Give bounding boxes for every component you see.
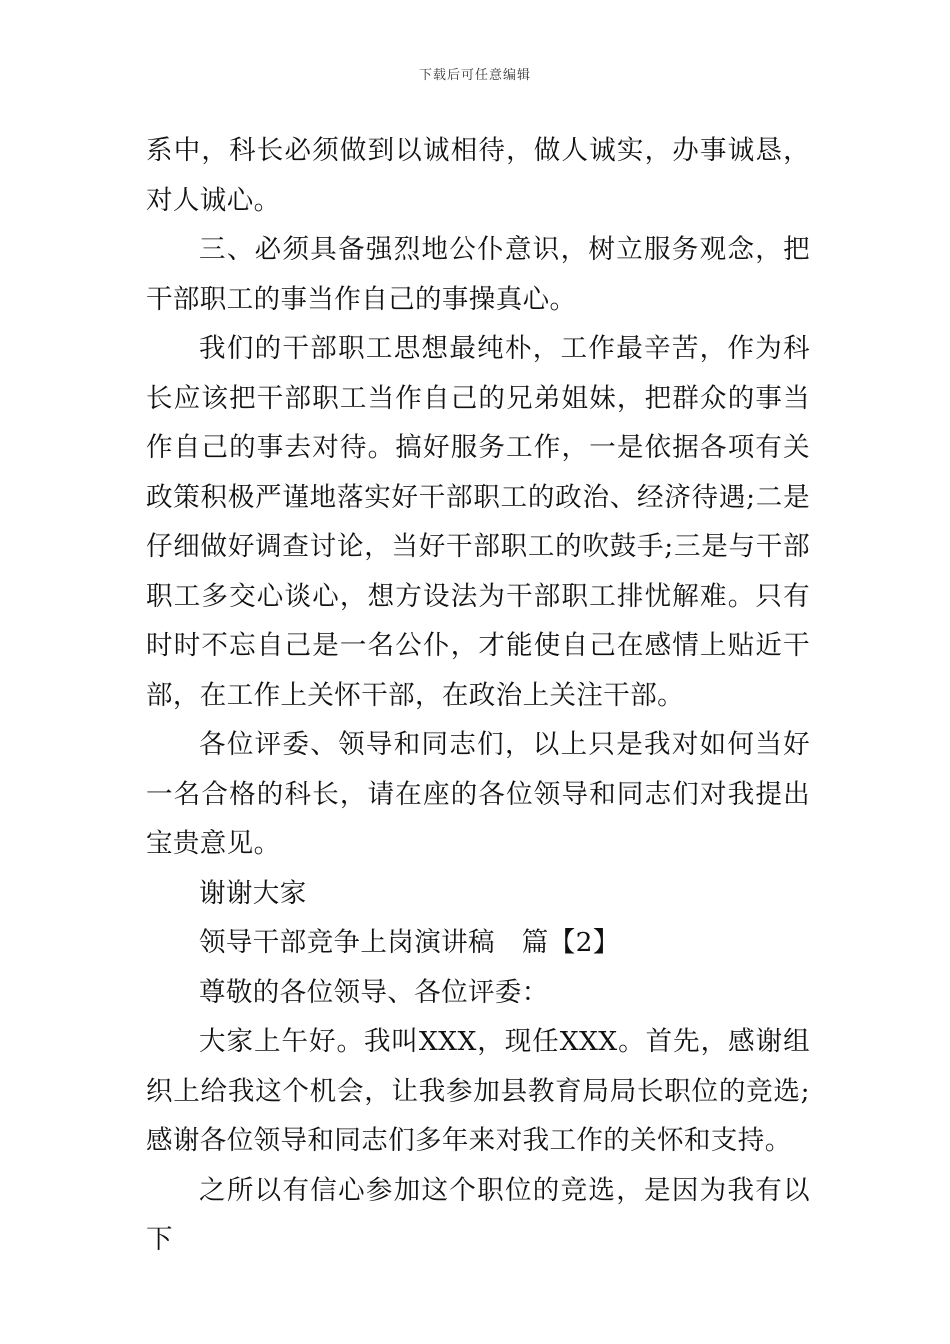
paragraph-8: 大家上午好。我叫XXX，现任XXX。首先，感谢组织上给我这个机会，让我参加县教育局局长职位的竞选;感谢各位领导和同志们多年来对我工作的关怀和支持。 bbox=[146, 1026, 810, 1156]
document-body bbox=[146, 126, 810, 1265]
paragraph-9: 之所以有信心参加这个职位的竞选，是因为我有以下 bbox=[146, 1174, 810, 1255]
paragraph-5-thanks: 谢谢大家 bbox=[199, 877, 307, 909]
paragraph-2: 三、必须具备强烈地公仆意识，树立服务观念，把干部职工的事当作自己的事操真心。 bbox=[146, 234, 810, 315]
paragraph-1: 系中，科长必须做到以诚相待，做人诚实，办事诚恳，对人诚心。 bbox=[146, 135, 810, 216]
header-note: 下载后可任意编辑 bbox=[418, 68, 531, 83]
paragraph-3: 我们的干部职工思想最纯朴，工作最辛苦，作为科长应该把干部职工当作自己的兄弟姐妹，把群众的事当作自己的事去对待。搞好服务工作，一是依据各项有关政策积极严谨地落实好干部职工的政治、经济待遇;二是仔细做好调查讨论，当好干部职工的吹鼓手;三是与干部职工多交心谈心，想方设法为干部职工排忧解难。只有时时不忘自己是一名公仆，才能使自己在感情上贴近干部，在工作上关怀干部，在政治上关注干部。 bbox=[146, 333, 810, 711]
paragraph-4: 各位评委、领导和同志们，以上只是我对如何当好一名合格的科长，请在座的各位领导和同志们对我提出宝贵意见。 bbox=[146, 729, 810, 859]
salutation: 尊敬的各位领导、各位评委： bbox=[199, 976, 549, 1008]
section-heading: 领导干部竞争上岗演讲稿 篇【2】 bbox=[199, 927, 620, 958]
